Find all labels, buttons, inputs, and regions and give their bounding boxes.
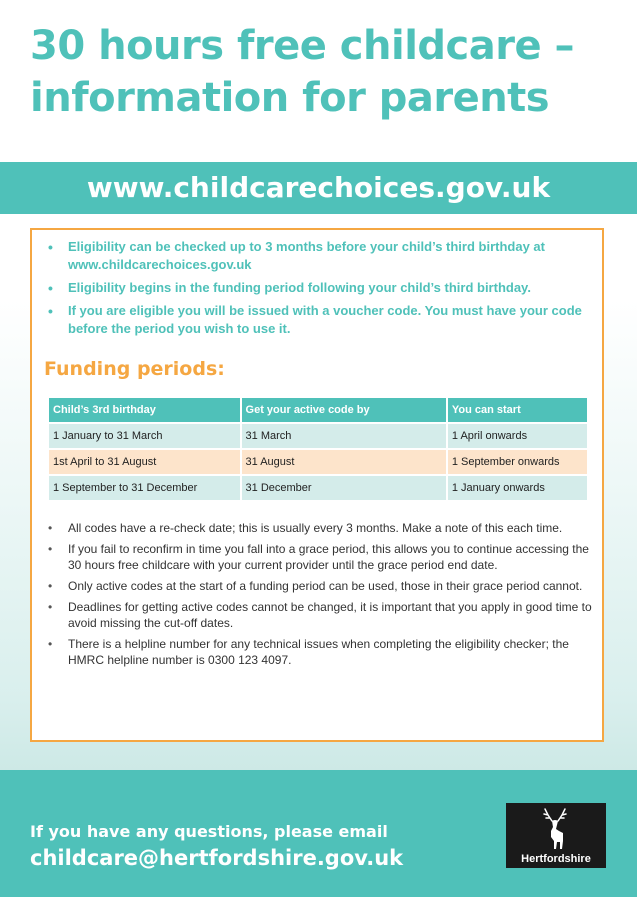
table-cell: 1 September to 31 December (49, 476, 240, 500)
title-line-2: information for parents (30, 75, 550, 121)
table-cell: 1st April to 31 August (49, 450, 240, 474)
funding-table (47, 396, 589, 502)
column-header: Child’s 3rd birthday (49, 398, 240, 422)
notes-list (48, 520, 593, 673)
funding-heading: Funding periods: (44, 358, 225, 380)
footer (0, 770, 637, 897)
table-cell: 31 December (242, 476, 446, 500)
hart-stag-icon (541, 807, 571, 851)
table-cell: 1 April onwards (448, 424, 587, 448)
page-title (30, 20, 620, 124)
table-cell: 31 August (242, 450, 446, 474)
column-header: Get your active code by (242, 398, 446, 422)
eligibility-item: • Eligibility can be checked up to 3 months before your child’s third birthday at www.childcarechoices.gov.uk (48, 238, 590, 274)
table-row (49, 476, 587, 500)
contact-email-link[interactable]: childcare@hertfordshire.gov.uk (30, 846, 404, 870)
note-item: • There is a helpline number for any technical issues when completing the eligibility checker; the HMRC helpline number is 0300 123 4097. (48, 636, 593, 668)
table-header-row (49, 398, 587, 422)
note-item: • All codes have a re-check date; this is usually every 3 months. Make a note of this each time. (48, 520, 593, 536)
table-cell: 1 September onwards (448, 450, 587, 474)
info-panel (30, 228, 604, 742)
table-cell: 1 January onwards (448, 476, 587, 500)
logo-text: Hertfordshire (521, 853, 591, 865)
note-item: • Only active codes at the start of a funding period can be used, those in their grace period cannot. (48, 578, 593, 594)
note-item: • If you fail to reconfirm in time you fall into a grace period, this allows you to continue accessing the 30 hours free childcare with your current provider until the grace period end date. (48, 541, 593, 573)
table-cell: 1 January to 31 March (49, 424, 240, 448)
footer-question: If you have any questions, please email (30, 822, 388, 841)
hertfordshire-logo (506, 803, 606, 868)
eligibility-list (48, 238, 590, 343)
eligibility-item: • If you are eligible you will be issued with a voucher code. You must have your code before the period you wish to use it. (48, 302, 590, 338)
website-link[interactable]: www.childcarechoices.gov.uk (86, 171, 551, 204)
note-item: • Deadlines for getting active codes cannot be changed, it is important that you apply in good time to avoid missing the cut-off dates. (48, 599, 593, 631)
table-row (49, 450, 587, 474)
title-line-1: 30 hours free childcare – (30, 23, 575, 69)
eligibility-item: • Eligibility begins in the funding period following your child’s third birthday. (48, 279, 590, 297)
column-header: You can start (448, 398, 587, 422)
website-banner (0, 162, 637, 214)
table-row (49, 424, 587, 448)
table-cell: 31 March (242, 424, 446, 448)
